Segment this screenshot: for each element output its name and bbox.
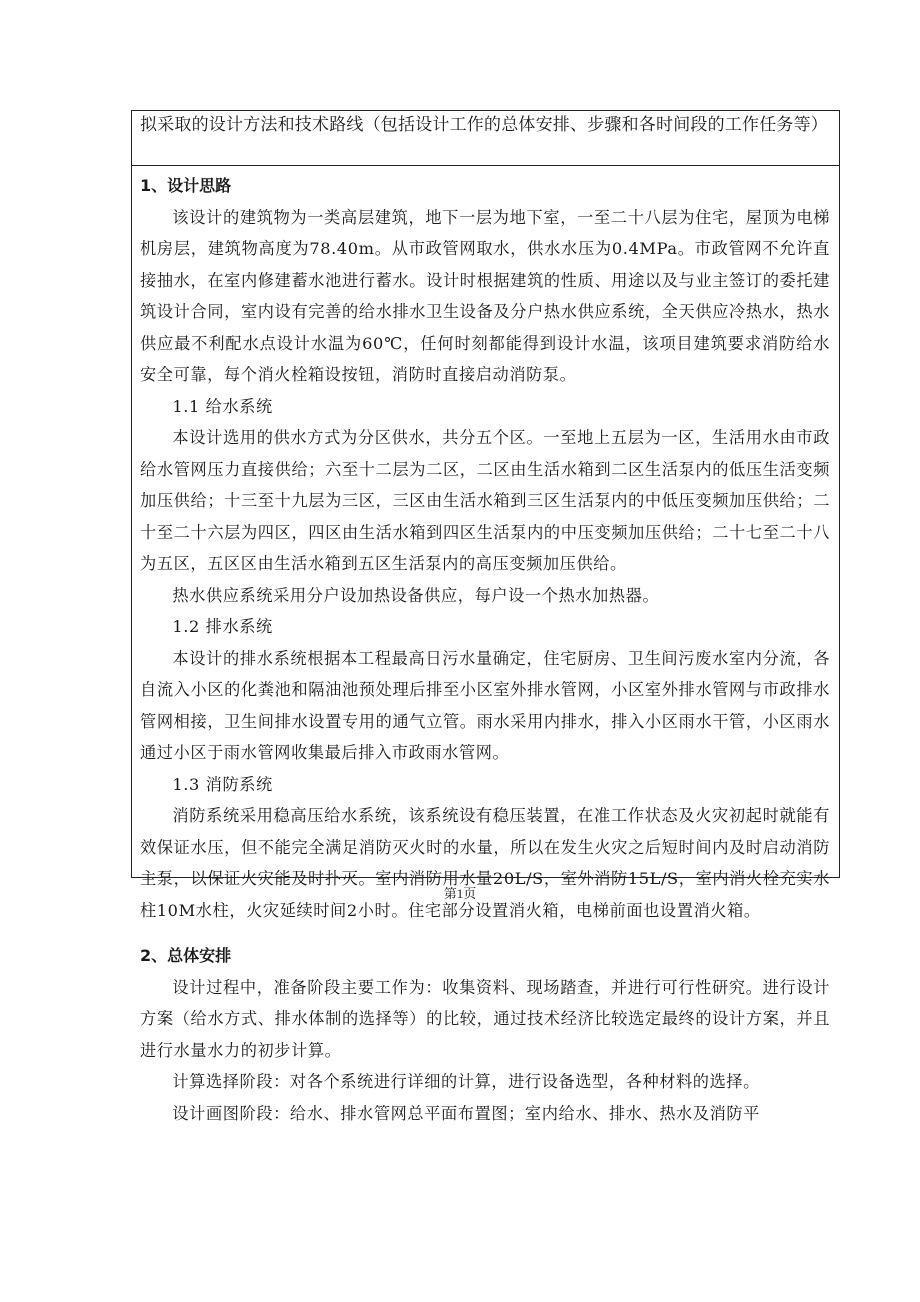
paragraph-preparation: 设计过程中，准备阶段主要工作为：收集资料、现场踏查，并进行可行性研究。进行设计方案（给水方式、排水体制的选择等）的比较，通过技术经济比较选定最终的设计方案，并且进行水量水力的初步计算。 [140,977,830,1060]
paragraph-fire-protection: 消防系统采用稳高压给水系统，该系统设有稳压装置，在准工作状态及火灾初起时就能有效保证水压，但不能完全满足消防灭火时的水量，所以在发生火灾之后短时间内及时启动消防主泵，以保证火灾能及时扑灭。室内消防用水量20L/S，室外消防15L/S，室内消火栓充实水柱10M水柱，火灾延续时间2小时。住宅部分设置消火箱，电梯前面也设置消火箱。 [140,806,830,920]
paragraph-water-supply: 本设计选用的供水方式为分区供水，共分五个区。一至地上五层为一区，生活用水由市政给水管网压力直接供给；六至十二层为二区，二区由生活水箱到二区生活泵内的低压生活变频加压供给；十三至十九层为三区，三区由生活水箱到三区生活泵内的中低压变频加压供给；二十至二十六层为四区，四区由生活水箱到四区生活泵内的中压变频加压供给；二十七至二十八为五区，五区区由生活水箱到五区生活泵内的高压变频加压供给。 [140,428,830,573]
paragraph-drawing: 设计画图阶段：给水、排水管网总平面布置图；室内给水、排水、热水及消防平 [172,1103,760,1123]
section-heading-design-idea: 1、设计思路 [140,176,232,195]
paragraph-hot-water: 热水供应系统采用分户设加热设备供应，每户设一个热水加热器。 [172,585,660,605]
section-heading-overall-plan: 2、总体安排 [140,946,232,965]
paragraph-drainage: 本设计的排水系统根据本工程最高日污水量确定，住宅厨房、卫生间污废水室内分流，各自流入小区的化粪池和隔油池预处理后排至小区室外排水管网，小区室外排水管网与市政排水管网相接，卫生间排水设置专用的通气立管。雨水采用内排水，排入小区雨水干管，小区雨水通过小区于雨水管网收集最后排入市政雨水管网。 [140,648,830,762]
page-number: 第1页 [443,886,477,901]
subheading-water-supply: 1.1 给水系统 [172,396,273,416]
paragraph-calculation: 计算选择阶段：对各个系统进行详细的计算，进行设备选型，各种材料的选择。 [172,1072,760,1091]
subheading-drainage: 1.2 排水系统 [172,617,273,636]
header-divider [131,165,840,166]
paragraph-intro: 该设计的建筑物为一类高层建筑，地下一层为地下室，一至二十八层为住宅，屋顶为电梯机房层，建筑物高度为78.40m。从市政管网取水，供水水压为0.4MPa。市政管网不允许直接抽水，在室内修建蓄水池进行蓄水。设计时根据建筑的性质、用途以及与业主签订的委托建筑设计合同，室内设有完善的给水排水卫生设备及分户热水供应系统，全天供应冷热水，热水供应最不利配水点设计水温为60℃，任何时刻都能得到设计水温，该项目建筑要求消防给水安全可靠，每个消火栓箱设按钮，消防时直接启动消防泵。 [140,207,830,384]
table-body [140,170,830,1129]
subheading-fire-protection: 1.3 消防系统 [172,774,273,794]
table-header-title: 拟采取的设计方法和技术路线（包括设计工作的总体安排、步骤和各时间段的工作任务等） [140,115,828,135]
